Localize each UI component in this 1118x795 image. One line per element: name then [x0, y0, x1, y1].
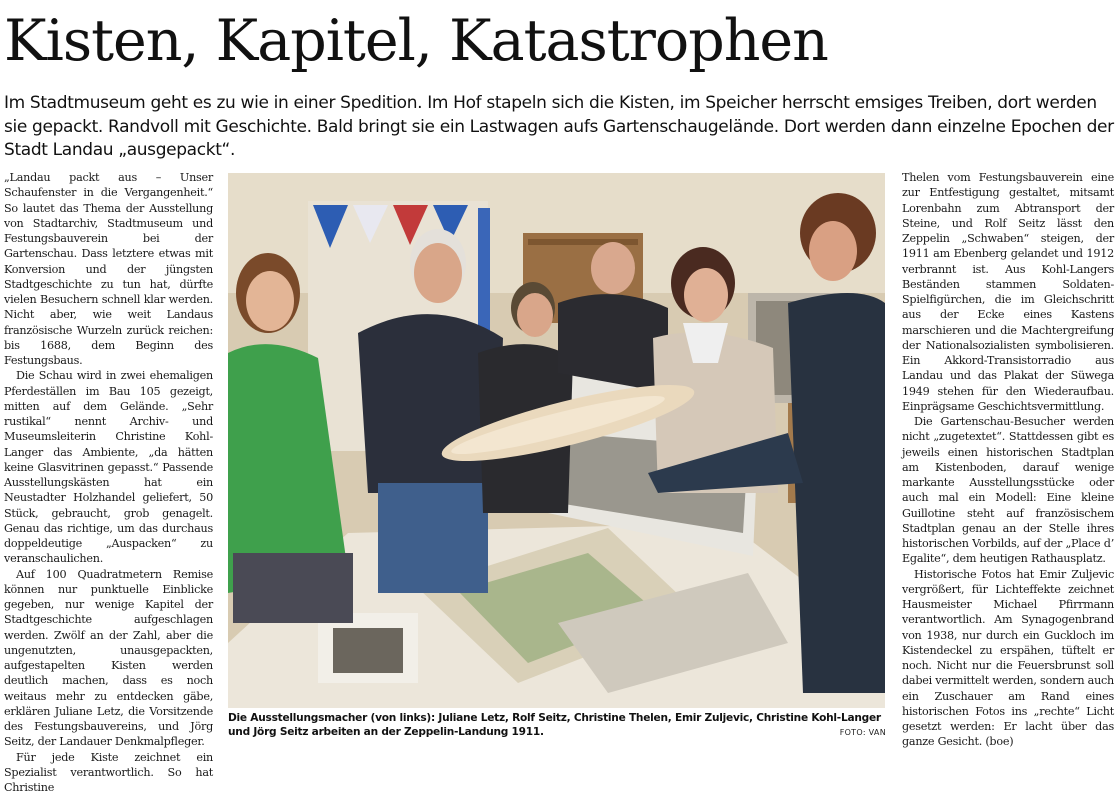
lead-paragraph: Im Stadtmuseum geht es zu wie in einer Spedition. Im Hof stapeln sich die Kisten, im Speicher herrscht emsiges Treiben, dort werden sie gepackt. Randvoll mit Geschichte. Bald bringt sie ein Lastwagen aufs Gartenschaugelände. Dort werden dann einzelne Epochen der Stadt Landau „ausgepackt“.	[4, 92, 1114, 163]
article-photo	[228, 173, 885, 708]
headline: Kisten, Kapitel, Katastrophen	[4, 0, 828, 82]
photo-caption: Die Ausstellungsmacher (von links): Juliane Letz, Rolf Seitz, Christine Thelen, Emir Zuljevic, Christine Kohl-Langer und Jörg Seitz arbeiten an der Zeppelin-Landung 1911.	[228, 711, 886, 739]
left-paragraph-3: Auf 100 Quadratmetern Remise können nur punktuelle Einblicke gegeben, nur wenige Kapitel der Stadtgeschichte aufgeschlagen werden. Zwölf an der Zahl, aber die ungenutzten, unausgepackten, aufgestapelten Kisten werden deutlich machen, dass es noch weitaus mehr zu entdecken gäbe, erklären Juliane Letz, die Vorsitzende des Festungsbauvereins, und Jörg Seitz, der Landauer Denkmalpfleger.	[4, 567, 213, 750]
photo-credit: FOTO: VAN	[840, 728, 886, 737]
left-paragraph-2: Die Schau wird in zwei ehemaligen Pferdeställen im Bau 105 gezeigt, mitten auf dem Gelände. „Sehr rustikal“ nennt Archiv- und Museumsleiterin Christine Kohl-Langer das Ambiente, „da hätten keine Glasvitrinen gepasst.“ Passende Ausstellungskästen hat ein Neustadter Holzhandel geliefert, 50 Stück, gebraucht, grob genagelt. Genau das richtige, um das durchaus doppeldeutige „Auspacken“ zu veranschaulichen.	[4, 368, 213, 566]
article-column-left	[4, 170, 213, 748]
right-paragraph-2: Die Gartenschau-Besucher werden nicht „zugetextet“. Stattdessen gibt es jeweils einen historischen Stadtplan am Kistenboden, darauf wenige markante Ausstellungsstücke oder auch mal ein Modell: Eine kleine Guillotine steht auf französischem Stadtplan genau an der Stelle ihres historischen Vorbilds, auf der „Place d’ Egalite“, dem heutigen Rathausplatz.	[902, 414, 1114, 567]
left-paragraph-1: „Landau packt aus – Unser Schaufenster in die Vergangenheit.“ So lautet das Thema der Ausstellung von Stadtarchiv, Stadtmuseum und Festungsbauverein bei der Gartenschau. Dass letztere etwas mit Konversion und der jüngsten Stadtgeschichte zu tun hat, dürfte vielen Besuchern schnell klar werden. Nicht aber, wie weit Landaus französische Wurzeln zurück reichen: bis 1688, dem Beginn des Festungsbaus.	[4, 170, 213, 368]
right-paragraph-1: Thelen vom Festungsbauverein eine zur Entfestigung gestaltet, mitsamt Lorenbahn zum Abtransport der Steine, und Rolf Seitz lässt den Zeppelin „Schwaben“ steigen, der 1911 am Ebenberg gelandet und 1912 verbrannt ist. Aus Kohl-Langers Beständen stammen Soldaten-Spielfigürchen, die im Gleichschritt aus der Ecke eines Kastens marschieren und die Machtergreifung der Nationalsozialisten symbolisieren. Ein Akkord-Transistorradio aus Landau und das Plakat der Süwega 1949 stehen für den Wiederaufbau. Einprägsame Geschichtsvermittlung.	[902, 170, 1114, 414]
article-column-right	[902, 170, 1114, 748]
left-paragraph-4: Für jede Kiste zeichnet ein Spezialist verantwortlich. So hat Christine	[4, 750, 213, 795]
right-paragraph-3: Historische Fotos hat Emir Zuljevic vergrößert, für Lichteffekte zeichnet Hausmeister Michael Pfirrmann verantwortlich. Am Synagogenbrand von 1938, nur durch ein Guckloch im Kistendeckel zu erspähen, tüftelt er noch. Nicht nur die Feuersbrunst soll dabei vermittelt werden, sondern auch ein Zuschauer am Rand eines historischen Fotos ins „rechte“ Licht gesetzt werden: Er lacht über das ganze Gesicht. (boe)	[902, 567, 1114, 750]
